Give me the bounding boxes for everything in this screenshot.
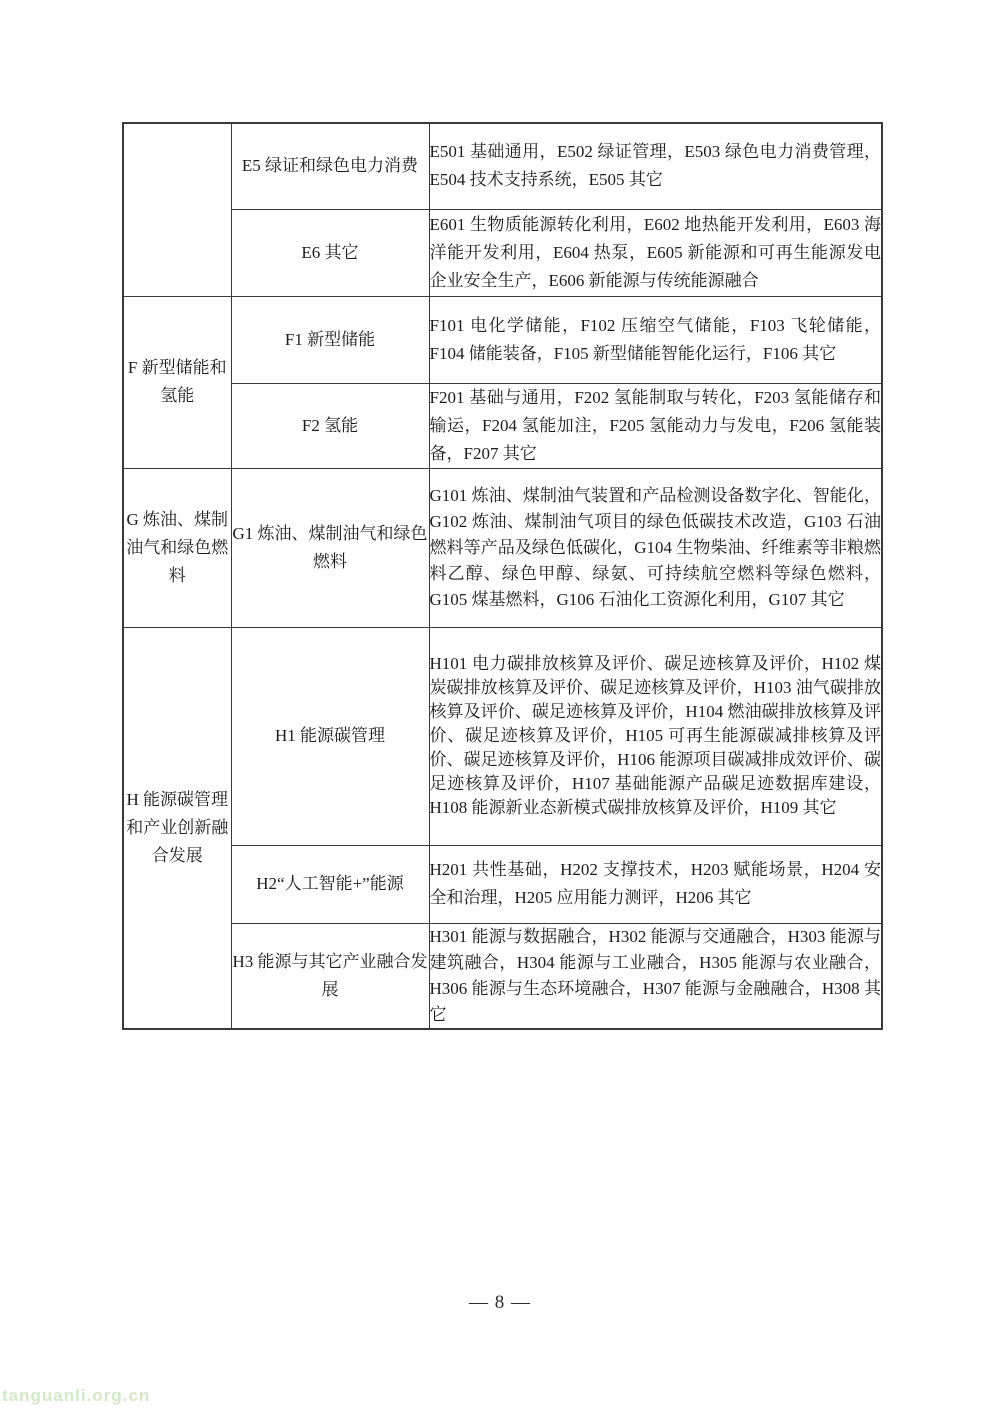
table-row bbox=[123, 296, 882, 383]
codes-cell-h2: H201 共性基础，H202 支撑技术，H203 赋能场景，H204 安全和治理，H205 应用能力测评，H206 其它 bbox=[429, 845, 882, 923]
table-row bbox=[123, 209, 882, 296]
codes-cell-e5: E501 基础通用，E502 绿证管理，E503 绿色电力消费管理，E504 技术支持系统，E505 其它 bbox=[429, 123, 882, 209]
table-row bbox=[123, 845, 882, 923]
classification-table bbox=[122, 122, 883, 1030]
table-row bbox=[123, 923, 882, 1029]
subcategory-cell-f2: F2 氢能 bbox=[231, 383, 429, 468]
subcategory-cell-g1: G1 炼油、煤制油气和绿色燃料 bbox=[231, 468, 429, 627]
table-row bbox=[123, 383, 882, 468]
codes-cell-e6: E601 生物质能源转化利用，E602 地热能开发利用，E603 海洋能开发利用，E604 热泵，E605 新能源和可再生能源发电企业安全生产，E606 新能源与传统能源融合 bbox=[429, 209, 882, 296]
category-cell-g: G 炼油、煤制油气和绿色燃料 bbox=[123, 468, 231, 627]
category-cell-e-continued bbox=[123, 123, 231, 296]
table-row bbox=[123, 123, 882, 209]
table-row bbox=[123, 468, 882, 627]
subcategory-cell-h3: H3 能源与其它产业融合发展 bbox=[231, 923, 429, 1029]
page-number: — 8 — bbox=[469, 1292, 531, 1313]
watermark-bottom-left: tanguanli.org.cn bbox=[2, 1386, 151, 1405]
category-cell-f: F 新型储能和氢能 bbox=[123, 296, 231, 468]
table-row bbox=[123, 627, 882, 845]
subcategory-cell-e5: E5 绿证和绿色电力消费 bbox=[231, 123, 429, 209]
codes-cell-f1: F101 电化学储能，F102 压缩空气储能，F103 飞轮储能，F104 储能装备，F105 新型储能智能化运行，F106 其它 bbox=[429, 296, 882, 383]
codes-cell-h3: H301 能源与数据融合，H302 能源与交通融合，H303 能源与建筑融合，H304 能源与工业融合，H305 能源与农业融合，H306 能源与生态环境融合，H307 能源与金融融合，H308 其它 bbox=[429, 923, 882, 1029]
codes-cell-g1: G101 炼油、煤制油气装置和产品检测设备数字化、智能化，G102 炼油、煤制油气项目的绿色低碳技术改造，G103 石油燃料等产品及绿色低碳化，G104 生物柴油、纤维素等非粮燃料乙醇、绿色甲醇、绿氨、可持续航空燃料等绿色燃料，G105 煤基燃料，G106 石油化工资源化利用，G107 其它 bbox=[429, 468, 882, 627]
subcategory-cell-h2: H2“人工智能+”能源 bbox=[231, 845, 429, 923]
subcategory-cell-f1: F1 新型储能 bbox=[231, 296, 429, 383]
category-cell-h: H 能源碳管理和产业创新融合发展 bbox=[123, 627, 231, 1029]
codes-cell-f2: F201 基础与通用，F202 氢能制取与转化，F203 氢能储存和输运，F204 氢能加注，F205 氢能动力与发电，F206 氢能装备，F207 其它 bbox=[429, 383, 882, 468]
codes-cell-h1: H101 电力碳排放核算及评价、碳足迹核算及评价，H102 煤炭碳排放核算及评价、碳足迹核算及评价，H103 油气碳排放核算及评价、碳足迹核算及评价，H104 燃油碳排放核算及评价、碳足迹核算及评价，H105 可再生能源碳减排核算及评价、碳足迹核算及评价，H106 能源项目碳减排成效评价、碳足迹核算及评价，H107 基础能源产品碳足迹数据库建设，H108 能源新业态新模式碳排放核算及评价，H109 其它 bbox=[429, 627, 882, 845]
subcategory-cell-e6: E6 其它 bbox=[231, 209, 429, 296]
subcategory-cell-h1: H1 能源碳管理 bbox=[231, 627, 429, 845]
